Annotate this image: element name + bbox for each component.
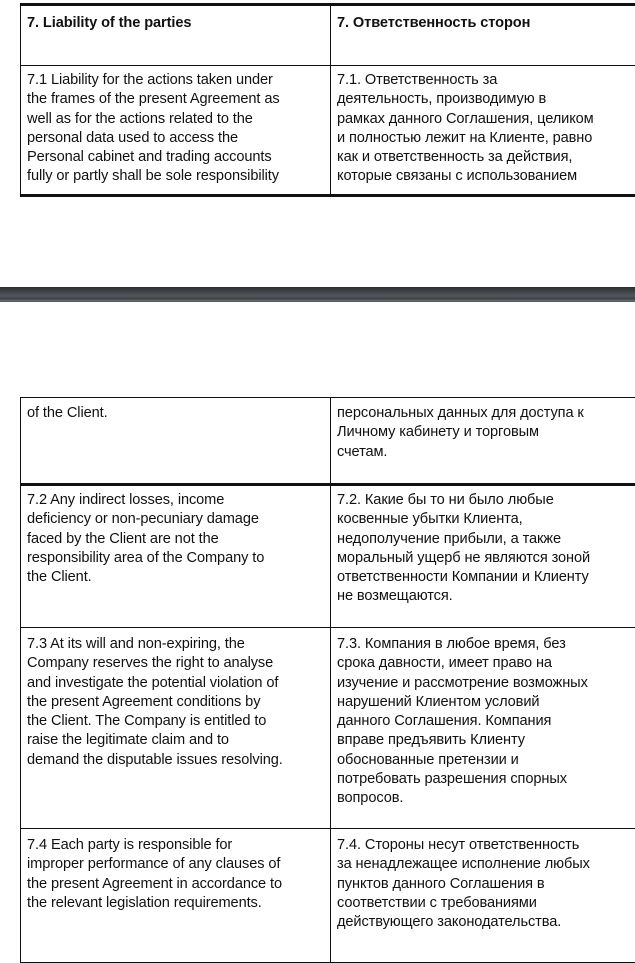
text-line: нарушений Клиентом условий [337, 693, 631, 712]
text-line: срока давности, имеет право на [337, 654, 631, 673]
liability-table-page-2 [20, 397, 635, 963]
text-line: Личному кабинету и торговым [337, 423, 631, 442]
text-line: персональных данных для доступа к [337, 404, 631, 423]
text-line: 7.4 Each party is responsible for [27, 836, 324, 855]
text-line: faced by the Client are not the [27, 530, 324, 549]
text-line: косвенные убытки Клиента, [337, 510, 631, 529]
clause-7-1-en-continued [21, 398, 331, 485]
clause-7-2-en [21, 485, 331, 628]
text-line: 7.1 Liability for the actions taken under [27, 71, 324, 90]
page-separator [0, 287, 635, 302]
table-row [21, 398, 635, 485]
text-line: the relevant legislation requirements. [27, 894, 324, 913]
text-line: счетам. [337, 443, 631, 462]
text-line: fully or partly shall be sole responsibility [27, 167, 324, 186]
text-line: действующего законодательства. [337, 913, 631, 932]
text-line: как и ответственность за действия, [337, 148, 631, 167]
text-line: деятельность, производимую в [337, 90, 631, 109]
text-line: the Client. [27, 568, 324, 587]
text-line: the present Agreement in accordance to [27, 875, 324, 894]
text-line: не возмещаются. [337, 587, 631, 606]
clause-7-1-ru-continued [331, 398, 635, 485]
section-header-row [21, 5, 635, 66]
text-line: the Client. The Company is entitled to [27, 712, 324, 731]
clause-7-1-en [21, 66, 331, 196]
text-line: well as for the actions related to the [27, 110, 324, 129]
text-line: которые связаны с использованием [337, 167, 631, 186]
text-line: improper performance of any clauses of [27, 855, 324, 874]
text-line: 7.3. Компания в любое время, без [337, 635, 631, 654]
text-line: 7.2. Какие бы то ни было любые [337, 491, 631, 510]
text-line: and investigate the potential violation of [27, 674, 324, 693]
table-row [21, 485, 635, 628]
text-line: моральный ущерб не являются зоной [337, 549, 631, 568]
text-line: the frames of the present Agreement as [27, 90, 324, 109]
text-line: 7.1. Ответственность за [337, 71, 631, 90]
text-line: рамках данного Соглашения, целиком [337, 110, 631, 129]
text-line: вопросов. [337, 789, 631, 808]
text-line: обоснованные претензии и [337, 751, 631, 770]
table-row [21, 66, 635, 196]
text-line: raise the legitimate claim and to [27, 731, 324, 750]
text-line: пунктов данного Соглашения в [337, 875, 631, 894]
section-title-en: 7. Liability of the parties [21, 5, 331, 66]
text-line: 7.2 Any indirect losses, income [27, 491, 324, 510]
clause-7-4-ru [331, 829, 635, 963]
text-line: demand the disputable issues resolving. [27, 751, 324, 770]
text-line: personal data used to access the [27, 129, 324, 148]
table-row [21, 829, 635, 963]
section-title-ru: 7. Ответственность сторон [331, 5, 635, 66]
clause-7-3-en [21, 628, 331, 829]
liability-table-page-1 [20, 3, 635, 197]
clause-7-4-en [21, 829, 331, 963]
text-line: данного Соглашения. Компания [337, 712, 631, 731]
text-line: за ненадлежащее исполнение любых [337, 855, 631, 874]
table-row [21, 628, 635, 829]
text-line: недополучение прибыли, а также [337, 530, 631, 549]
text-line: ответственности Компании и Клиенту [337, 568, 631, 587]
text-line: и полностью лежит на Клиенте, равно [337, 129, 631, 148]
text-line: of the Client. [27, 404, 324, 423]
clause-7-3-ru [331, 628, 635, 829]
document-page-2 [0, 302, 635, 956]
text-line: 7.4. Стороны несут ответственность [337, 836, 631, 855]
clause-7-2-ru [331, 485, 635, 628]
text-line: responsibility area of the Company to [27, 549, 324, 568]
text-line: the present Agreement conditions by [27, 693, 324, 712]
text-line: изучение и рассмотрение возможных [337, 674, 631, 693]
text-line: соответствии с требованиями [337, 894, 631, 913]
text-line: Company reserves the right to analyse [27, 654, 324, 673]
clause-7-1-ru [331, 66, 635, 196]
text-line: потребовать разрешения спорных [337, 770, 631, 789]
text-line: 7.3 At its will and non-expiring, the [27, 635, 324, 654]
text-line: вправе предъявить Клиенту [337, 731, 631, 750]
document-page-1 [0, 0, 635, 287]
text-line: deficiency or non-pecuniary damage [27, 510, 324, 529]
text-line: Personal cabinet and trading accounts [27, 148, 324, 167]
